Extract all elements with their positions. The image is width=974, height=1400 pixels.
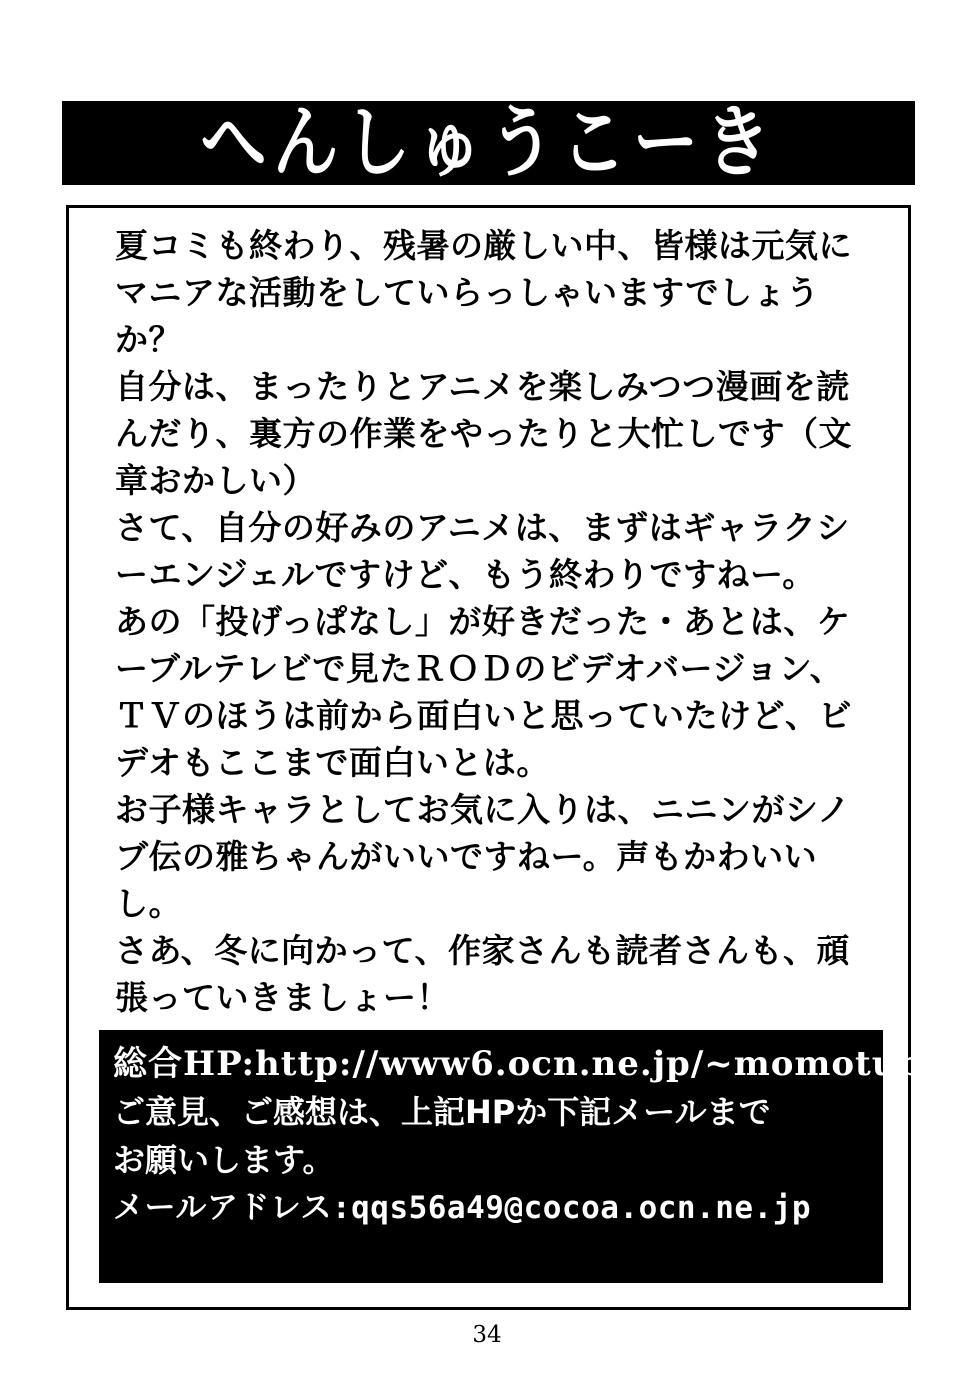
paragraph: さて、自分の好みのアニメは、まずはギャラクシーエンジェルですけど、もう終わりですねー。 [115,508,850,594]
title-banner [62,101,915,185]
paragraph: 自分は、まったりとアニメを楽しみつつ漫画を読んだり、裏方の作業をやったりと大忙しです（文章おかしい） [115,367,852,500]
paragraph: 夏コミも終わり、残暑の厳しい中、皆様は元気にマニアな活動をしていらっしゃいますでしょうか？ [115,226,852,359]
contact-block [99,1030,960,1283]
homepage-url: 総合HP:http://www6.ocn.ne.jp/~momotubo/ [113,1044,960,1084]
afterword-text [115,222,875,1021]
email-address: メールアドレス:qqs56a49@cocoa.ocn.ne.jp [113,1190,812,1226]
page-number: 34 [472,1322,502,1348]
afterword-body-box [66,205,960,1310]
page-title: へんしゅうこーき [200,101,777,185]
paragraph: あの「投げっぱなし」が好きだった・あとは、ケーブルテレビで見たＲＯＤのビデオバージョン、ＴＶのほうは前から面白いと思っていたけど、ビデオもここまで面白いとは。 [115,602,852,782]
paragraph: お子様キャラとしてお気に入りは、ニニンがシノブ伝の雅ちゃんがいいですねー。声もかわいいし。 [115,790,851,923]
contact-note-line-2: お願いします。 [113,1141,335,1179]
contact-note-line-1: ご意見、ご感想は、上記HPか下記メールまで [113,1093,771,1131]
paragraph: さあ、冬に向かって、作家さんも読者さんも、頑張っていきましょー！ [115,931,851,1017]
